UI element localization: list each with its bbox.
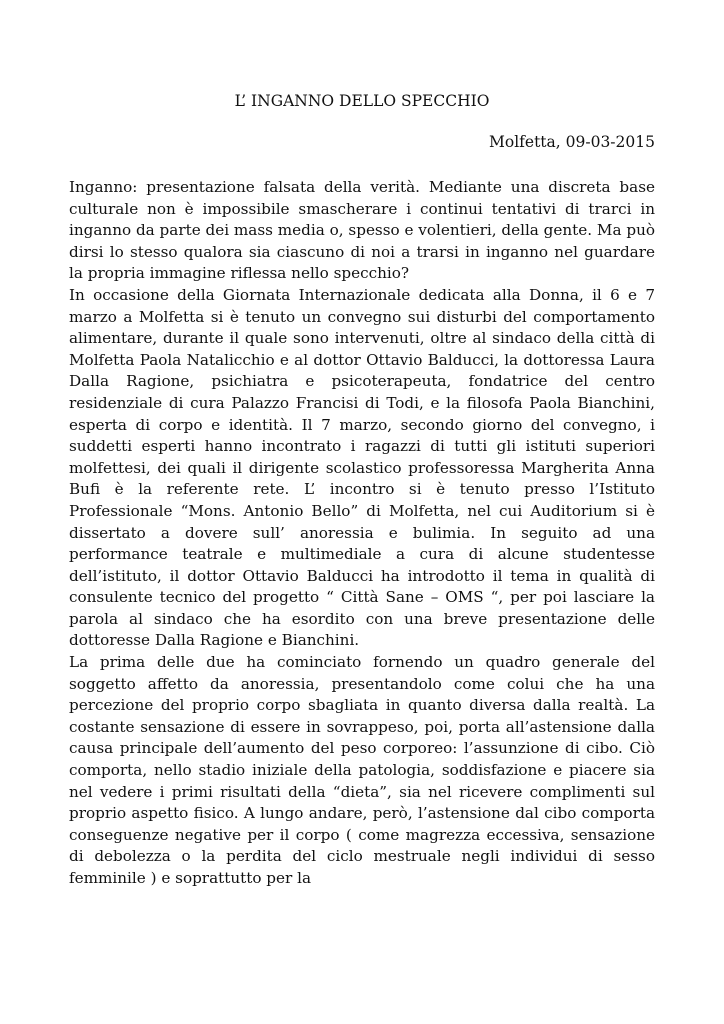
document-body: [69, 177, 655, 890]
paragraph: Inganno: presentazione falsata della verità. Mediante una discreta base culturale non è impossibile smascherare i continui tentativi di trarci in inganno da parte dei mass media o, spesso e volentieri, della gente. Ma può dirsi lo stesso qualora sia ciascuno di noi a trarsi in inganno nel guardare la propria immagine riflessa nello specchio?: [69, 178, 656, 283]
paragraph: La prima delle due ha cominciato fornendo un quadro generale del soggetto affetto da anoressia, presentandolo come colui che ha una percezione del proprio corpo sbagliata in quanto diversa dalla realtà. La costante sensazione di essere in sovrappeso, poi, porta all’astensione dalla causa principale dell’aumento del peso corporeo: l’assunzione di cibo. Ciò comporta, nello stadio iniziale della patologia, soddisfazione e piacere sia nel vedere i primi risultati della “dieta”, sia nel ricevere complimenti sul proprio aspetto fisico. A lungo andare, però, l’astensione dal cibo comporta conseguenze negative per il corpo ( come magrezza eccessiva, sensazione di debolezza o la perdita del ciclo mestruale negli individui di sesso femminile ) e soprattutto per la: [69, 653, 655, 887]
dateline: Molfetta, 09-03-2015: [489, 133, 655, 151]
document-title: L’ INGANNO DELLO SPECCHIO: [234, 92, 490, 110]
paragraph: In occasione della Giornata Internazionale dedicata alla Donna, il 6 e 7 marzo a Molfetta si è tenuto un convegno sui disturbi del comportamento alimentare, durante il quale sono intervenuti, oltre al sindaco della città di Molfetta Paola Natalicchio e al dottor Ottavio Balducci, la dottoressa Laura Dalla Ragione, psichiatra e psicoterapeuta, fondatrice del centro residenziale di cura Palazzo Francisi di Todi, e la filosofa Paola Bianchini, esperta di corpo e identità. Il 7 marzo, secondo giorno del convegno, i suddetti esperti hanno incontrato i ragazzi di tutti gli istituti superiori molfettesi, dei quali il dirigente scolastico professoressa Margherita Anna Bufi è la referente rete. L’ incontro si è tenuto presso l’Istituto Professionale “Mons. Antonio Bello” di Molfetta, nel cui Auditorium si è dissertato a dovere sull’ anoressia e bulimia. In seguito ad una performance teatrale e multimediale a cura di alcune studentesse dell’istituto, il dottor Ottavio Balducci ha introdotto il tema in qualità di consulente tecnico del progetto “ Città Sane – OMS “, per poi lasciare la parola al sindaco che ha esordito con una breve presentazione delle dottoresse Dalla Ragione e Bianchini.: [69, 285, 655, 650]
